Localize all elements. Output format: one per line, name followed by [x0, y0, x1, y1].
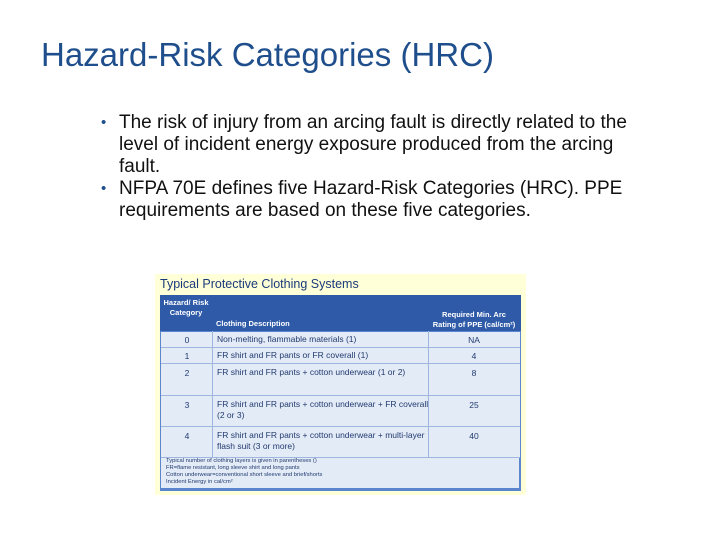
header-description: Clothing Description — [216, 319, 290, 328]
bullet-text: The risk of injury from an arcing fault is directly related to the level of incident energy exposure produced from the arcing fault. — [119, 112, 627, 177]
row-rating: NA — [468, 335, 480, 345]
row-category: 2 — [184, 368, 190, 378]
footnote-line: Incident Energy in cal/cm² — [166, 479, 233, 485]
footnote-line: FR=flame resistant, long sleeve shirt and long pants — [166, 465, 300, 471]
bullet-item — [98, 112, 658, 178]
table-row — [161, 364, 520, 396]
table-row — [161, 348, 520, 364]
row-description: FR shirt and FR pants + cotton underwear + FR coverall (2 or 3) — [217, 399, 429, 420]
column-divider — [212, 331, 213, 457]
clothing-table — [160, 295, 521, 491]
footnote-line: Typical number of clothing layers is given in parentheses () — [166, 458, 317, 464]
header-category: Hazard/ Risk Category — [163, 298, 209, 317]
table-row — [161, 427, 520, 458]
row-rating: 4 — [471, 351, 477, 361]
header-rating: Required Min. Arc Rating of PPE (cal/cm²) — [432, 310, 516, 329]
figure-title: Typical Protective Clothing Systems — [160, 277, 359, 291]
footnote-line: Cotton underwear=conventional short sleeve and brief/shorts — [166, 472, 323, 478]
row-category: 3 — [184, 400, 190, 410]
bullet-item — [98, 178, 658, 222]
bullet-text: NFPA 70E defines five Hazard-Risk Categories (HRC). PPE requirements are based on these five categories. — [119, 178, 623, 221]
row-category: 4 — [184, 431, 190, 441]
table-footnotes — [161, 458, 519, 488]
row-rating: 25 — [469, 400, 479, 410]
bullet-dot-icon: • — [101, 114, 107, 131]
table-row — [161, 396, 520, 427]
row-description: FR shirt and FR pants + cotton underwear (1 or 2) — [217, 367, 406, 377]
row-category: 1 — [184, 351, 190, 361]
table-row — [161, 332, 520, 348]
row-rating: 40 — [469, 431, 479, 441]
table-header — [160, 295, 521, 331]
column-divider — [428, 331, 429, 457]
slide-title: Hazard-Risk Categories (HRC) — [41, 36, 494, 73]
row-description: FR shirt and FR pants or FR coverall (1) — [217, 350, 369, 360]
row-description: Non-melting, flammable materials (1) — [217, 334, 357, 344]
row-category: 0 — [184, 335, 190, 345]
protective-clothing-table-image — [155, 274, 526, 495]
bullet-list — [98, 112, 658, 222]
row-rating: 8 — [471, 368, 477, 378]
row-description: FR shirt and FR pants + cotton underwear + multi-layer flash suit (3 or more) — [217, 430, 425, 451]
bullet-dot-icon: • — [101, 180, 107, 197]
